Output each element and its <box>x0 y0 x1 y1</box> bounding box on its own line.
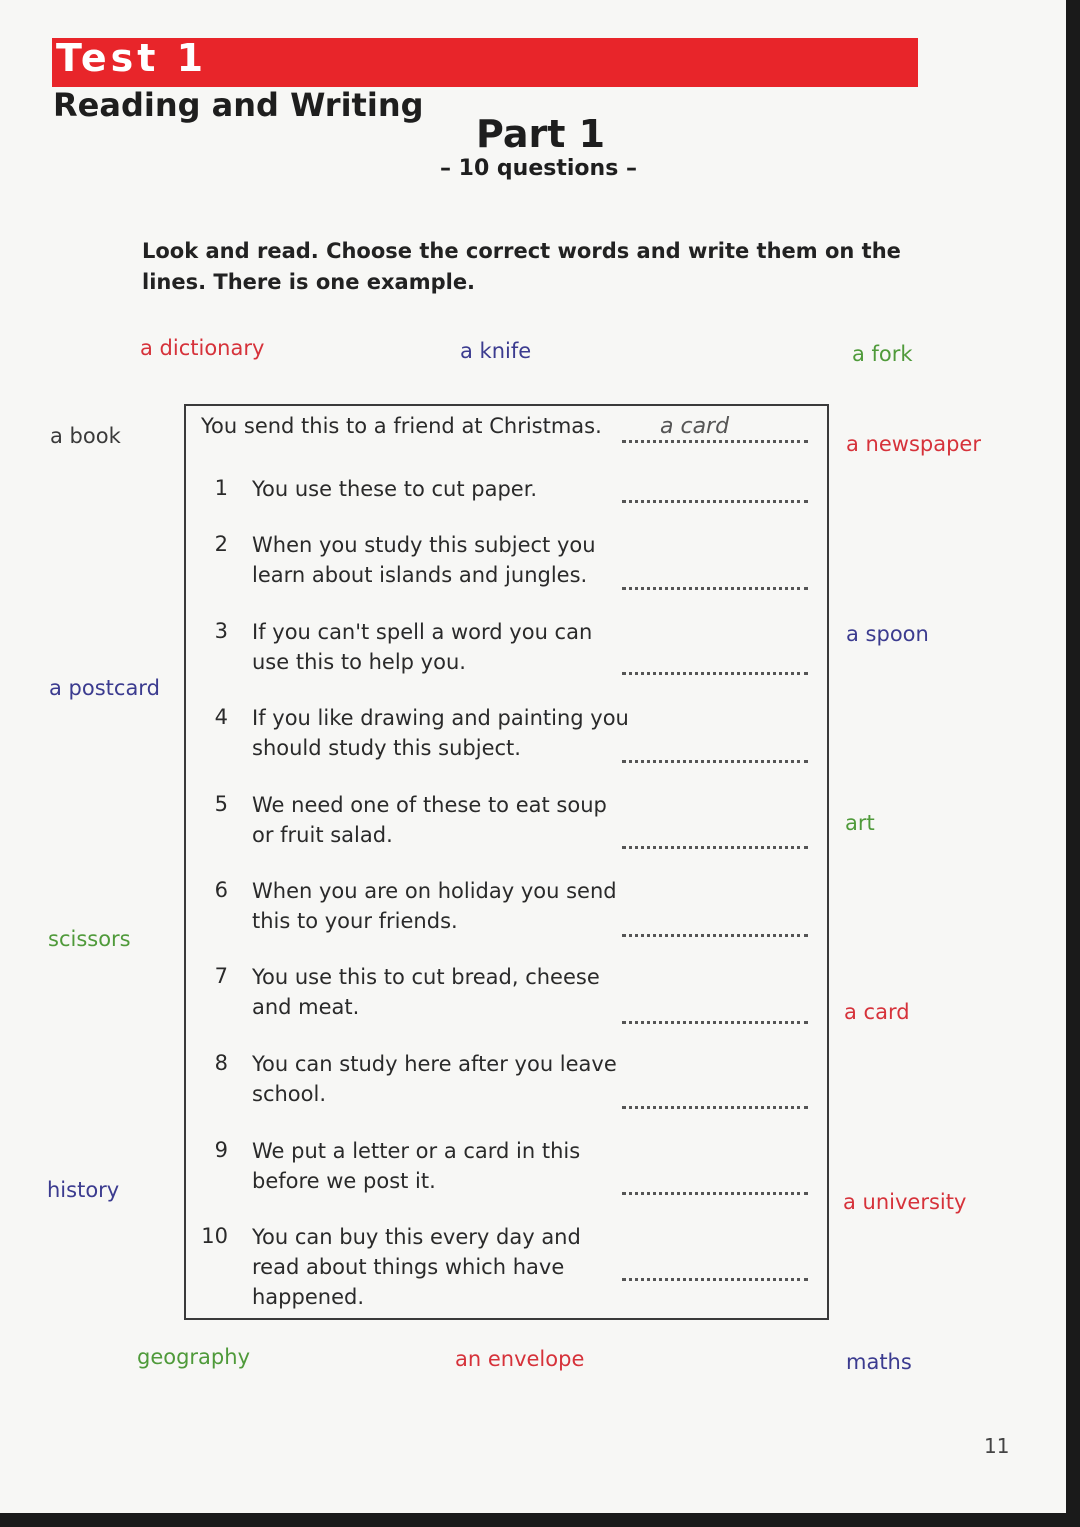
question-number: 9 <box>214 1138 228 1162</box>
word-option: scissors <box>48 927 131 951</box>
word-option: geography <box>137 1345 250 1369</box>
question-number: 7 <box>214 964 228 988</box>
word-option: a card <box>844 1000 910 1024</box>
word-option: a spoon <box>846 622 929 646</box>
word-option: an envelope <box>455 1347 585 1371</box>
question-count: – 10 questions – <box>440 156 637 181</box>
question-text: You can buy this every day and read about things which have happened. <box>252 1225 581 1309</box>
answer-line-3[interactable] <box>622 672 808 675</box>
test-title: Test 1 <box>56 36 208 80</box>
instructions: Look and read. Choose the correct words and write them on the lines. There is one example. <box>142 239 901 294</box>
answer-line-2[interactable] <box>622 587 808 590</box>
question-text: You use these to cut paper. <box>252 477 538 501</box>
word-option: a postcard <box>49 676 160 700</box>
question-text: We put a letter or a card in this before we post it. <box>252 1139 581 1193</box>
word-option: a knife <box>460 339 532 363</box>
word-option: maths <box>846 1350 912 1374</box>
question-number: 2 <box>214 532 228 556</box>
part-title: Part 1 <box>476 112 606 156</box>
question-number: 4 <box>214 705 228 729</box>
answer-line <box>622 440 808 443</box>
answer-line-4[interactable] <box>622 760 808 763</box>
example-question: You send this to a friend at Christmas. <box>201 414 602 438</box>
question-text: If you like drawing and painting you should study this subject. <box>252 706 629 760</box>
question-number: 3 <box>214 619 228 643</box>
answer-line-5[interactable] <box>622 846 808 849</box>
word-option: a newspaper <box>846 432 981 456</box>
question-number: 1 <box>214 476 228 500</box>
question-text: You use this to cut bread, cheese and meat. <box>252 965 600 1019</box>
word-option: art <box>845 811 875 835</box>
page-edge <box>0 1513 1080 1527</box>
word-option: a university <box>843 1190 967 1214</box>
question-number: 6 <box>214 878 228 902</box>
word-option: history <box>47 1178 120 1202</box>
question-number: 8 <box>214 1051 228 1075</box>
answer-line-8[interactable] <box>622 1106 808 1109</box>
answer-line-1[interactable] <box>622 500 808 503</box>
question-text: You can study here after you leave school. <box>252 1052 617 1106</box>
answer-line-10[interactable] <box>622 1278 808 1281</box>
question-text: We need one of these to eat soup or fruit salad. <box>252 793 607 847</box>
question-number: 10 <box>201 1224 228 1248</box>
page-number: 11 <box>984 1434 1010 1458</box>
example-answer: a card <box>660 414 730 439</box>
word-option: a fork <box>852 342 913 366</box>
answer-line-6[interactable] <box>622 934 808 937</box>
question-number: 5 <box>214 792 228 816</box>
question-text: When you are on holiday you send this to your friends. <box>252 879 617 933</box>
question-text: When you study this subject you learn about islands and jungles. <box>252 533 596 587</box>
word-option: a book <box>50 424 121 448</box>
page-edge <box>1066 0 1080 1527</box>
section-subtitle: Reading and Writing <box>53 86 424 124</box>
answer-line-9[interactable] <box>622 1192 808 1195</box>
answer-line-7[interactable] <box>622 1021 808 1024</box>
question-text: If you can't spell a word you can use this to help you. <box>252 620 593 674</box>
question-box <box>184 404 829 1320</box>
word-option: a dictionary <box>140 336 265 360</box>
